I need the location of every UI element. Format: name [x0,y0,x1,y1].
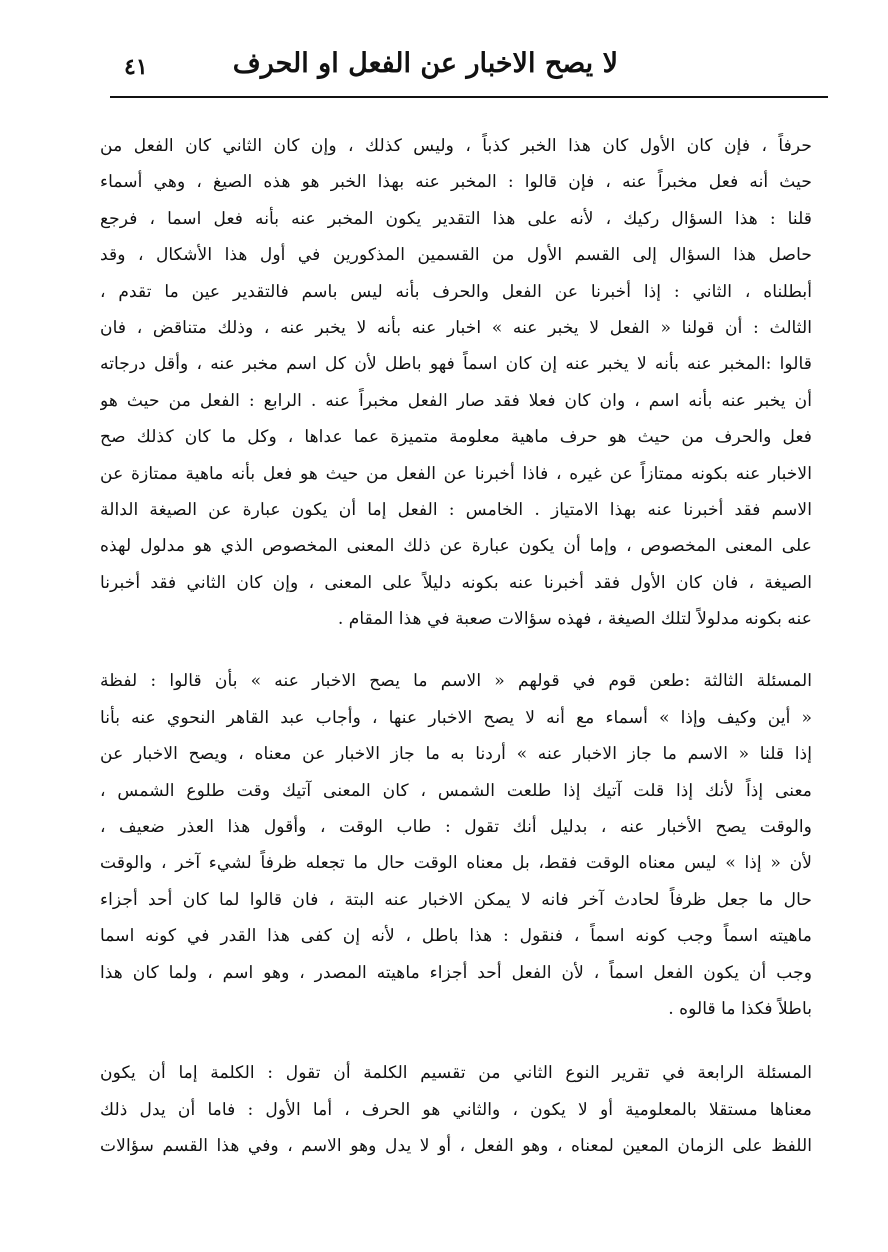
text-line: حرفاً ، فإن كان الأول كان هذا الخبر كذباً ، وليس كذلك ، وإن كان الثاني كان الفعل من [100,136,812,156]
text-line: معناها مستقلا بالمعلومية أو لا يكون ، والثاني هو الحرف ، أما الأول : فاما أن يدل ذلك [100,1099,812,1120]
text-line: على المعنى المخصوص ، وإما أن يكون عبارة عن ذلك المعنى المخصوص الذي هو مدلول لهذه [100,536,812,557]
text-line: الثالث : أن قولنا « الفعل لا يخبر عنه » اخبار عنه بأنه لا يخبر عنه ، وذلك متناقض ، فان [100,317,812,338]
paragraph-1 [100,128,812,637]
text-line: أن يخبر عنه بأنه اسم ، وان كان فعلا فقد صار الفعل مخبراً عنه . الرابع : الفعل من حيث هو [100,390,812,411]
paragraph-gap [100,1027,812,1055]
text-line: الصيغة ، فان كان الأول فقد أخبرنا عنه بكونه دليلاً على المعنى ، وإن كان الثاني فقد أخبرنا [100,572,812,593]
page-header [110,44,828,98]
text-line: باطلاً فكذا ما قالوه . [668,998,812,1019]
text-line: حال ما جعل ظرفاً لحادث آخر فانه لا يمكن الاخبار عنه البتة ، فان قالوا لما كان أحد أجزاء [100,889,812,910]
text-line: حيث أنه فعل مخبراً عنه ، فإن قالوا : المخبر عنه بهذا الخبر هو هذه الصيغ ، وهي أسماء [100,172,812,193]
text-line: المسئلة الثالثة :طعن قوم في قولهم « الاسم ما يصح الاخبار عنه » بأن قالوا : لفظة [100,671,812,692]
text-line: لأن « إذا » ليس معناه الوقت فقط، بل معناه الوقت حال ما تجعله ظرفاً لشيء آخر ، والوقت [100,853,812,874]
page-number: ٤١ [124,54,148,80]
paragraph-2 [100,663,812,1027]
text-line: والوقت يصح الأخبار عنه ، بدليل أنك تقول : طاب الوقت ، وأقول هذا العذر ضعيف ، [100,817,812,838]
text-line: قالوا :المخبر عنه بأنه لا يخبر عنه إن كان اسماً فهو باطل لأن كل اسم مخبر عنه ، وأقل درجاته [100,354,812,375]
paragraph-3 [100,1055,812,1164]
running-title: لا يصح الاخبار عن الفعل او الحرف [232,48,618,79]
text-line: عنه بكونه مدلولاً لتلك الصيغة ، فهذه سؤالات صعبة في هذا المقام . [337,609,812,630]
text-line: الاسم فقد أخبرنا عنه بهذا الامتياز . الخامس : الفعل إما أن يكون عبارة عن الصيغة الدالة [100,499,812,520]
text-line: المسئلة الرابعة في تقرير النوع الثاني من تقسيم الكلمة أن تقول : الكلمة إما أن يكون [100,1063,812,1084]
text-line: أبطلناه ، الثاني : إذا أخبرنا عن الفعل والحرف بأنه ليس باسم فالتقدير عين ما تقدم ، [100,281,812,302]
text-line: ماهيته اسماً وجب كونه اسماً ، فنقول : هذا باطل ، لأنه إن كفى هذا القدر في كونه اسما [100,926,812,947]
text-line: اللفظ على الزمان المعين لمعناه ، وهو الفعل ، أو لا يدل وهو الاسم ، وفي هذا القسم سؤالات [100,1136,812,1157]
text-line: وجب أن يكون الفعل اسماً ، لأن الفعل أحد أجزاء ماهيته المصدر ، وهو اسم ، ولما كان هذا [100,962,812,983]
text-line: حاصل هذا السؤال إلى القسم الأول من القسمين المذكورين في أول هذا الأشكال ، وقد [100,245,812,266]
text-line: فعل والحرف من حيث هو حرف ماهية معلومة متميزة عما عداها ، وكل ما كان كذلك صح [100,427,812,448]
text-line: « أين وكيف وإذا » أسماء مع أنه لا يصح الاخبار عنها ، وأجاب عبد القاهر النحوي عنه بأنا [100,707,812,728]
paragraph-gap [100,637,812,663]
text-line: الاخبار عنه بكونه ممتازاً عن غيره ، فاذا أخبرنا عن الفعل من حيث هو فعل بأنه ماهية ممتازة عن [100,463,812,484]
text-line: قلنا : هذا السؤال ركيك ، لأنه على هذا التقدير يكون المخبر عنه بأنه فعل اسما ، فرجع [100,208,812,229]
text-line: معنى إذاً لأنك إذا قلت آتيك إذا طلعت الشمس ، كان المعنى آتيك وقت طلوع الشمس ، [100,780,812,801]
text-line: إذا قلنا « الاسم ما جاز الاخبار عنه » أردنا به ما جاز الاخبار عن معناه ، ويصح الاخبار عن [100,744,812,765]
body-text [100,128,812,1165]
